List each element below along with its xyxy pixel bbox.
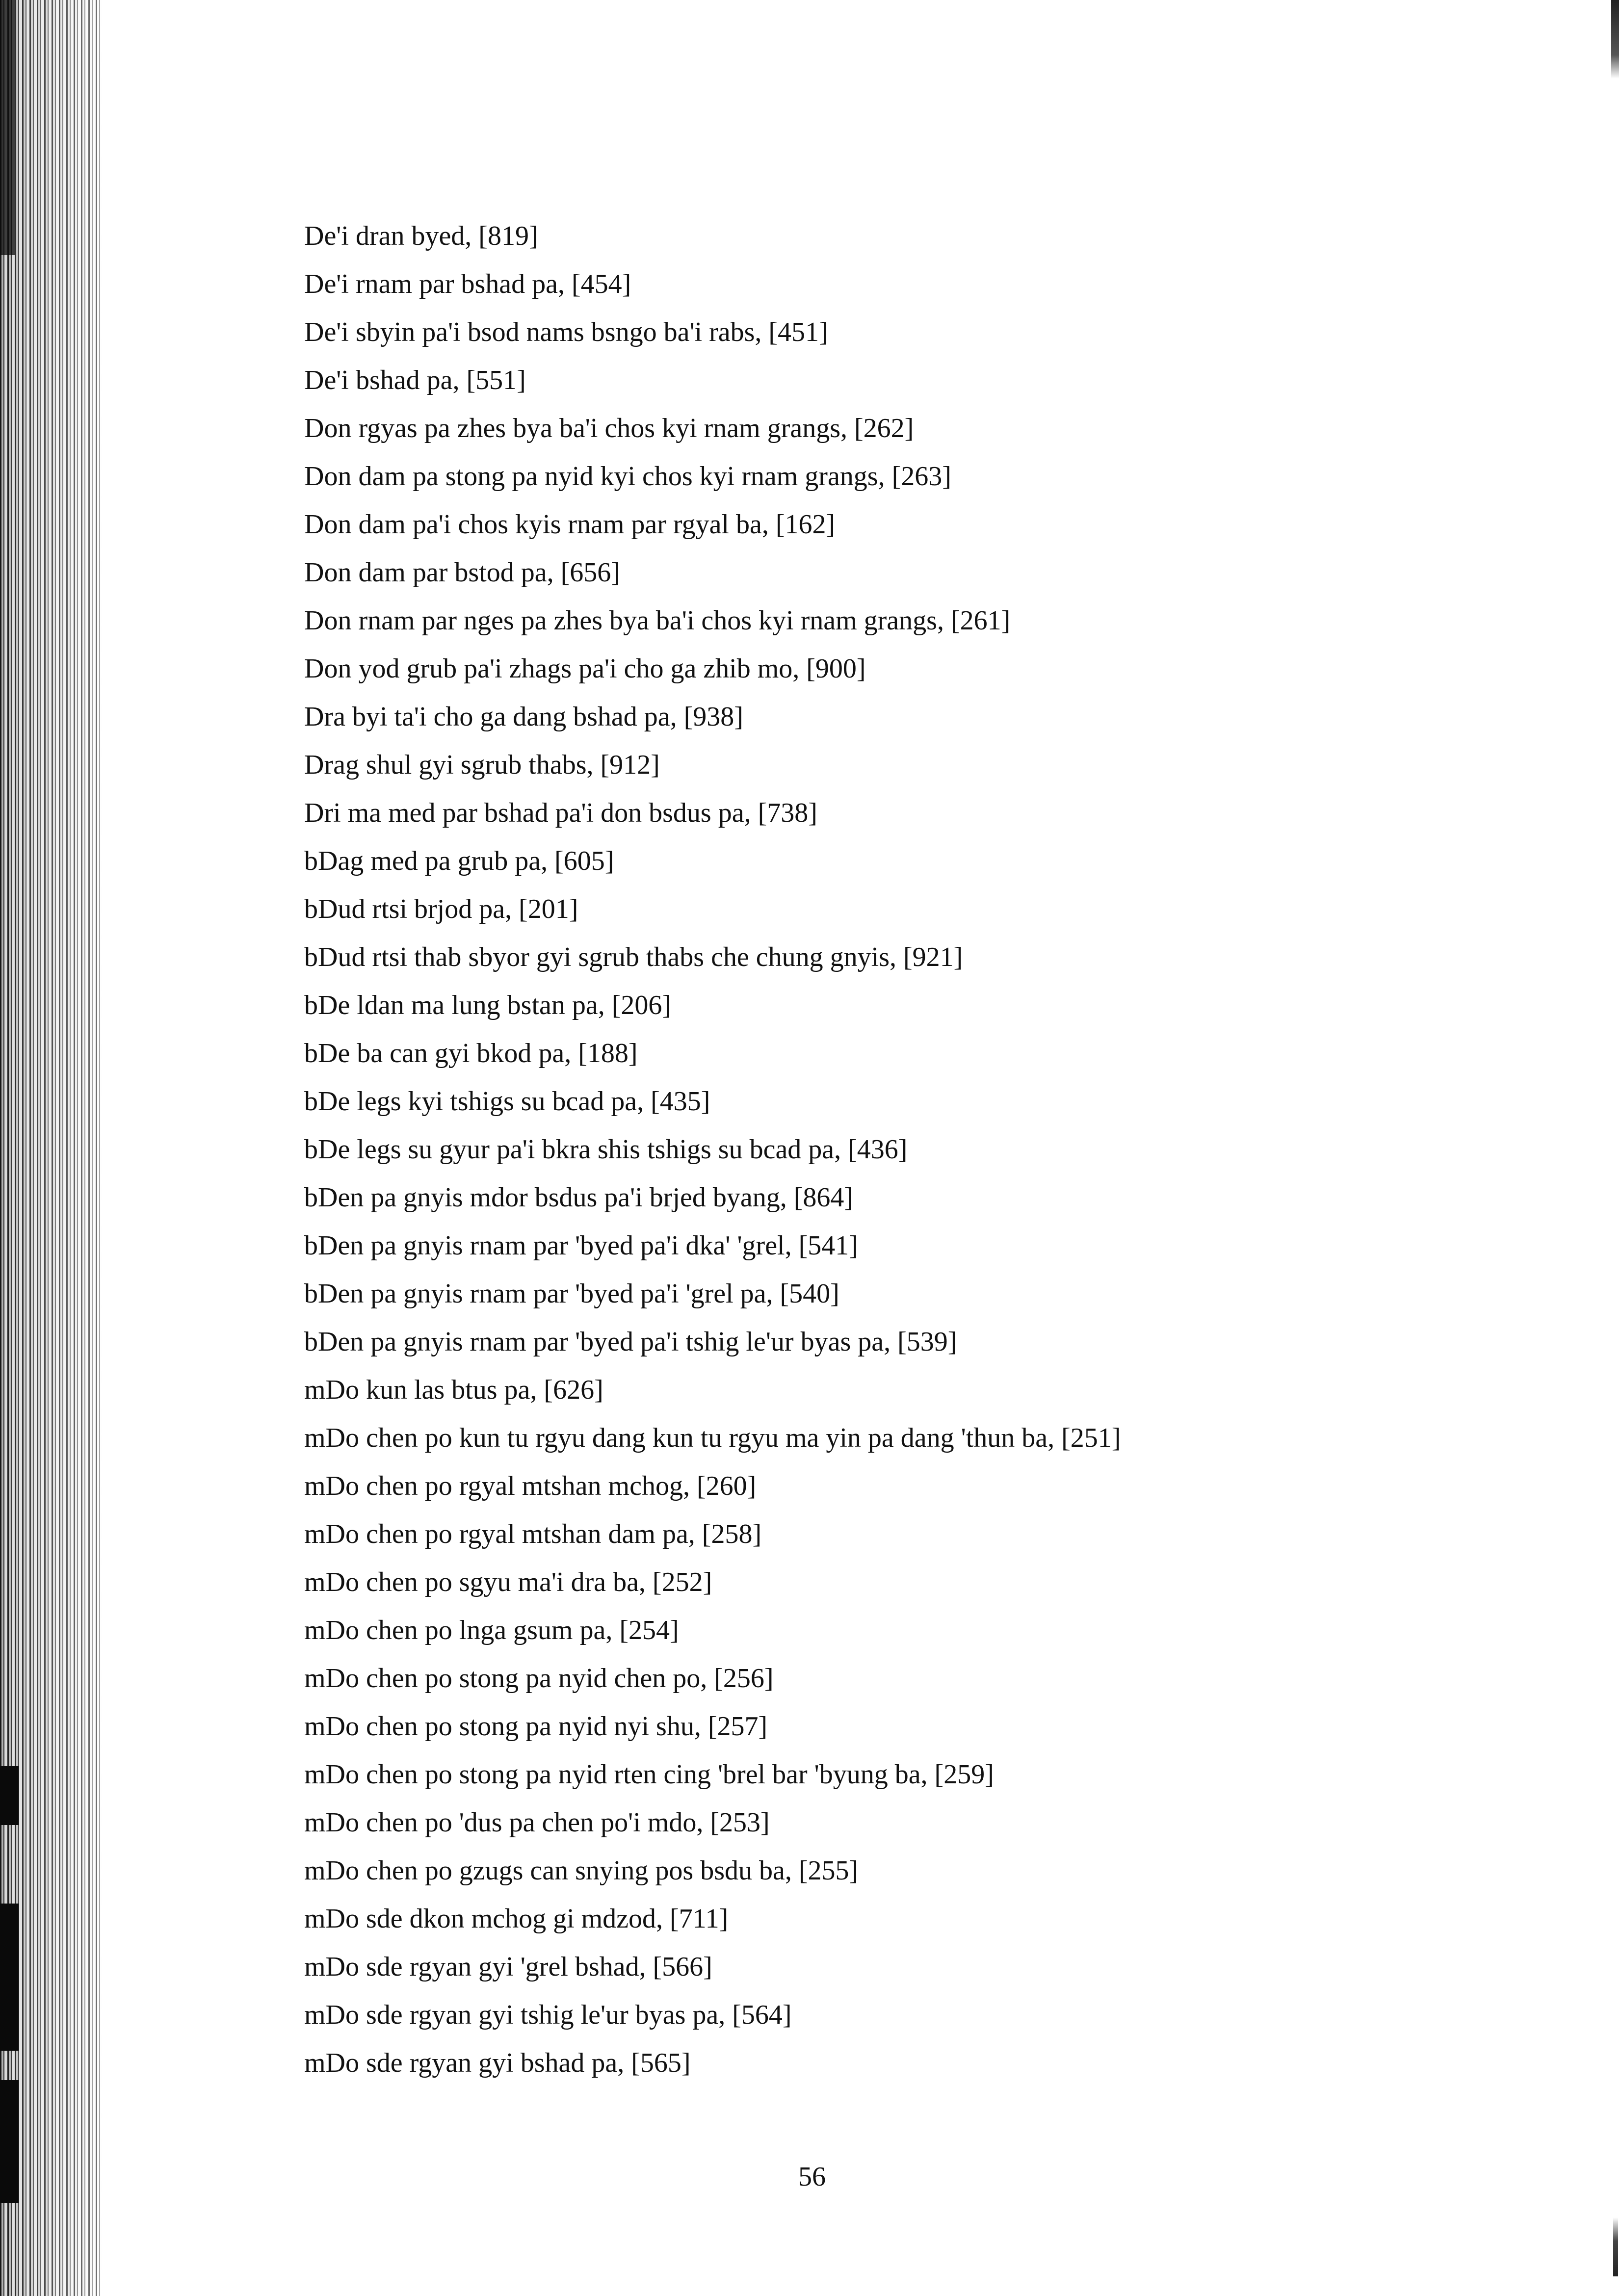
index-entry: mDo sde rgyan gyi bshad pa, [565] [304, 2048, 691, 2078]
index-entry: Drag shul gyi sgrub thabs, [912] [304, 750, 660, 780]
index-entry: mDo chen po rgyal mtshan mchog, [260] [304, 1471, 757, 1501]
index-entry: bDe ba can gyi bkod pa, [188] [304, 1038, 638, 1069]
index-entry: Don dam pa stong pa nyid kyi chos kyi rnam grangs, [263] [304, 461, 951, 492]
index-entry: mDo sde rgyan gyi tshig le'ur byas pa, [564] [304, 2000, 792, 2030]
index-entry: bDe ldan ma lung bstan pa, [206] [304, 990, 672, 1020]
index-entry: bDag med pa grub pa, [605] [304, 846, 614, 876]
page-number: 56 [798, 2162, 826, 2192]
index-entry: Don yod grub pa'i zhags pa'i cho ga zhib mo, [900] [304, 653, 866, 684]
scan-corner-mark-top [1611, 0, 1619, 78]
index-entry: De'i sbyin pa'i bsod nams bsngo ba'i rabs, [451] [304, 317, 828, 347]
index-entry: mDo chen po kun tu rgyu dang kun tu rgyu ma yin pa dang 'thun ba, [251] [304, 1423, 1121, 1453]
index-entry: Don dam par bstod pa, [656] [304, 557, 620, 588]
index-entry: Don dam pa'i chos kyis rnam par rgyal ba, [162] [304, 509, 836, 540]
scan-shadow-mark [0, 1766, 19, 1825]
scan-corner-mark-bottom [1613, 2218, 1618, 2276]
index-entry: mDo sde dkon mchog gi mdzod, [711] [304, 1904, 729, 1934]
index-entry: bDud rtsi brjod pa, [201] [304, 894, 578, 924]
index-entry: bDud rtsi thab sbyor gyi sgrub thabs che chung gnyis, [921] [304, 942, 963, 972]
index-entry: mDo chen po rgyal mtshan dam pa, [258] [304, 1519, 762, 1549]
index-entry: mDo chen po lnga gsum pa, [254] [304, 1615, 679, 1645]
index-entry: bDen pa gnyis rnam par 'byed pa'i dka' 'grel, [541] [304, 1230, 858, 1261]
index-entry: mDo chen po gzugs can snying pos bsdu ba, [255] [304, 1855, 859, 1886]
index-entry: mDo chen po sgyu ma'i dra ba, [252] [304, 1567, 712, 1597]
index-entry: mDo kun las btus pa, [626] [304, 1375, 603, 1405]
index-entry: bDe legs su gyur pa'i bkra shis tshigs su bcad pa, [436] [304, 1134, 908, 1165]
index-entry: mDo chen po stong pa nyid rten cing 'brel bar 'byung ba, [259] [304, 1759, 994, 1790]
index-entry: Dra byi ta'i cho ga dang bshad pa, [938] [304, 702, 743, 732]
index-entry: mDo chen po stong pa nyid chen po, [256] [304, 1663, 774, 1694]
index-entry: bDe legs kyi tshigs su bcad pa, [435] [304, 1086, 710, 1117]
index-entry-list [304, 212, 1550, 2087]
index-entry: mDo chen po stong pa nyid nyi shu, [257] [304, 1711, 768, 1742]
index-entry: Dri ma med par bshad pa'i don bsdus pa, [738] [304, 798, 817, 828]
index-entry: Don rgyas pa zhes bya ba'i chos kyi rnam grangs, [262] [304, 413, 914, 444]
index-entry: Don rnam par nges pa zhes bya ba'i chos kyi rnam grangs, [261] [304, 605, 1011, 636]
index-entry: bDen pa gnyis rnam par 'byed pa'i 'grel pa, [540] [304, 1278, 839, 1309]
index-entry: De'i rnam par bshad pa, [454] [304, 269, 631, 299]
index-entry: mDo chen po 'dus pa chen po'i mdo, [253] [304, 1807, 770, 1838]
scan-shadow-mark [0, 1904, 19, 2051]
index-entry: bDen pa gnyis rnam par 'byed pa'i tshig le'ur byas pa, [539] [304, 1327, 957, 1357]
scan-shadow-top [0, 0, 15, 255]
index-entry: mDo sde rgyan gyi 'grel bshad, [566] [304, 1952, 712, 1982]
index-entry: De'i bshad pa, [551] [304, 365, 526, 395]
index-entry: De'i dran byed, [819] [304, 221, 538, 251]
index-entry: bDen pa gnyis mdor bsdus pa'i brjed byang, [864] [304, 1182, 854, 1213]
